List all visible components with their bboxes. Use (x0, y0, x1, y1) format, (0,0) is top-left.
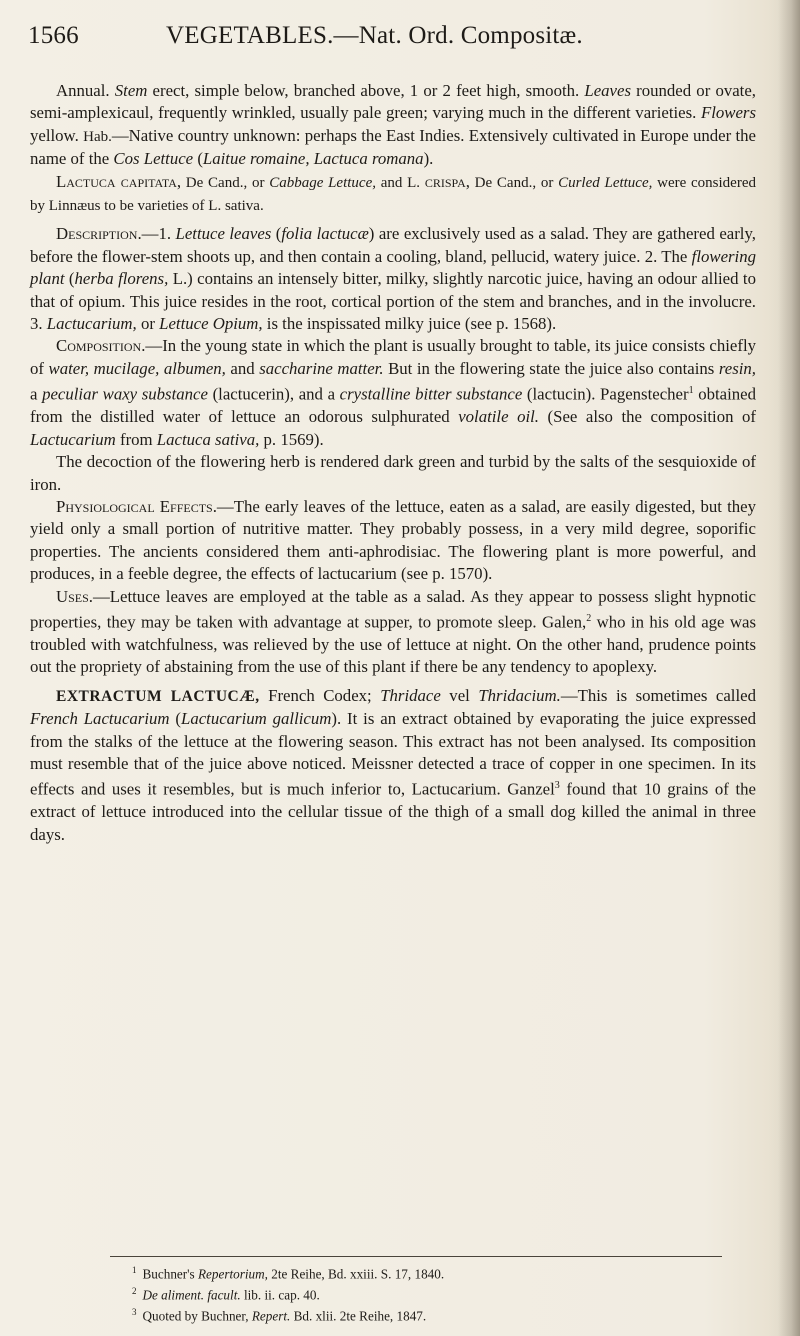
footnote-ref: 3 (132, 1306, 137, 1317)
text-run: But in the flowering state the juice also contains (383, 358, 719, 378)
text-run: peculiar waxy substance (42, 384, 208, 404)
running-title: VEGETABLES.—Nat. Ord. Compositæ. (166, 22, 583, 49)
text-run: found that 10 grains of the extract of lettuce introduced into the cellular tissue of the thigh of a small dog killed the animal in three days. (30, 779, 756, 844)
text-run: —The early leaves of the lettuce, eaten as a salad, are easily digested, but they yield only a small portion of nutritive matter. They probably possess, in a very mild degree, soporific properties. The ancients considered them anti-aphrodisiac. The flowering plant is more powerful, and produces, in a feeble degree, the effects of lactucarium (see p. 1570). (30, 496, 756, 584)
text-run: Lettuce leaves (175, 224, 272, 244)
text-run: Lactucarium (30, 429, 116, 449)
text-run: —This is sometimes called (560, 685, 756, 705)
text-run: who in his old age was troubled with watchfulness, was relieved by the use of lettuce at night. On the other hand, prudence points out the propriety of abstaining from the use of this plant if there be any tendency to apoplexy. (30, 612, 756, 677)
paragraph-composition (30, 335, 756, 451)
text-run: (lactucerin), and a (207, 384, 340, 404)
text-run: vel (440, 685, 479, 705)
text-run: folia lactucæ (281, 224, 369, 244)
running-header (28, 16, 748, 60)
text-run: Quoted by Buchner, (142, 1308, 252, 1324)
paragraph-description (30, 223, 756, 335)
footnote-1 (132, 1262, 732, 1283)
text-run: Lactuca sativa, (156, 429, 260, 449)
paragraph-extractum-lactucae (30, 685, 756, 846)
text-run: water, mucilage, albumen, (48, 358, 226, 378)
text-run: Uses. (56, 586, 93, 606)
text-run: ). (423, 149, 434, 169)
page-number: 1566 (28, 22, 79, 49)
footnote-divider (110, 1256, 722, 1257)
text-run: Repert. (251, 1308, 291, 1324)
text-run: The decoction of the flowering herb is rendered dark green and turbid by the salts of the sesquioxide of iron. (30, 452, 756, 494)
text-run: and L. (376, 174, 425, 191)
footnote-3 (132, 1304, 732, 1325)
text-run: Stem (114, 81, 148, 100)
text-run: De Cand., or (469, 174, 559, 191)
text-run: Laitue romaine, Lactuca romana (202, 149, 424, 169)
text-run: or (136, 314, 160, 334)
text-run: lib. ii. cap. 40. (240, 1287, 320, 1303)
text-run: crystalline bitter substance (339, 384, 523, 404)
text-run: Lettuce Opium, (159, 314, 263, 334)
text-run: Lactucarium gallicum (180, 709, 332, 729)
text-run: Cabbage Lettuce, (269, 174, 376, 191)
paragraph-varieties (30, 171, 756, 218)
text-run: ( (271, 224, 282, 244)
text-run: —In the young state in which the plant is usually brought to table, its juice consists chiefly of (30, 336, 756, 378)
text-run: p. 1569). (259, 429, 324, 449)
text-run: Curled Lettuce, (558, 174, 653, 191)
text-run: (lactucin). Pagenstecher (522, 384, 689, 404)
text-run: were considered by Linnæus to be varieties of L. sativa. (30, 174, 756, 215)
text-run: —Lettuce leaves are employed at the table as a salad. As they appear to possess slight hypnotic properties, they may be taken with advantage at supper, to promote sleep. Galen, (30, 586, 756, 632)
text-run: rounded or ovate, semi-amplexicaul, frequently wrinkled, usually pale green; varying much in the different varieties. (30, 81, 756, 123)
text-run: erect, simple below, branched above, 1 or 2 feet high, smooth. (147, 81, 585, 100)
text-run: Buchner's (142, 1266, 198, 1282)
footnote-ref: 2 (586, 612, 592, 624)
body-text (30, 80, 756, 846)
paragraph-physiological-effects (30, 496, 756, 586)
text-run: L.) contains an intensely bitter, milky, slightly narcotic juice, having an odour allied to that of opium. This juice resides in the root, cortical portion of the stem and branches, and in the involucre. 3. (30, 269, 756, 334)
text-run: resin, (718, 358, 756, 378)
text-run: herba florens, (74, 269, 169, 289)
footnote-2 (132, 1283, 732, 1304)
text-run: ( (64, 269, 75, 289)
text-run: obtained from the distilled water of lettuce an odorous sulphurated (30, 384, 756, 427)
paragraph-uses (30, 586, 756, 679)
text-run: French Codex; (259, 685, 381, 705)
text-run: Lactucarium, (46, 314, 137, 334)
footnote-ref: 1 (688, 385, 694, 397)
footnote-ref: 3 (554, 780, 560, 792)
text-run: flowering plant (30, 246, 756, 289)
text-run: ( (169, 709, 181, 729)
text-run: Cos Lettuce (113, 149, 194, 169)
text-run: —Native country unknown: perhaps the East Indies. Extensively cultivated in Europe under the name of the (30, 125, 756, 169)
text-run: EXTRACTUM LACTUCÆ, (56, 687, 260, 705)
text-run: volatile oil. (458, 407, 539, 427)
text-run: Bd. xlii. 2te Reihe, 1847. (290, 1308, 427, 1324)
text-run: Thridacium. (478, 685, 561, 705)
text-run: from (115, 429, 157, 449)
text-run: 2te Reihe, Bd. xxiii. S. 17, 1840. (267, 1266, 445, 1282)
footnote-ref: 2 (132, 1285, 137, 1296)
text-run: Lactuca capitata, (56, 171, 182, 191)
text-run: De aliment. facult. (142, 1287, 241, 1303)
footnotes (132, 1262, 732, 1325)
text-run: Description. (56, 224, 142, 244)
text-run: Thridace (380, 685, 441, 705)
text-run: saccharine matter. (259, 358, 384, 378)
text-run: Physiological Effects. (56, 496, 217, 516)
text-run: De Cand., or (181, 174, 270, 191)
text-run: (See also the composition of (539, 407, 756, 427)
text-run: and (225, 358, 260, 378)
text-run: Flowers (700, 103, 756, 123)
text-run: ) are exclusively used as a salad. They are gathered early, before the flower-stem shoots up, and then contain a cooling, bland, pellucid, watery juice. 2. The (30, 224, 756, 266)
footnote-ref: 1 (132, 1265, 137, 1275)
text-run: yellow. (30, 125, 84, 145)
paragraph-decoction (30, 451, 756, 496)
paragraph-description-annual (30, 80, 756, 171)
page-edge-shadow (778, 0, 800, 1336)
text-run: a (30, 384, 43, 404)
text-run: Repertorium, (197, 1266, 268, 1282)
text-run: Leaves (584, 81, 631, 100)
text-run: is the inspissated milky juice (see p. 1568). (262, 314, 557, 334)
text-run: —1. (141, 224, 176, 244)
text-run: crispa, (424, 171, 470, 191)
text-run: Annual. (56, 81, 115, 100)
text-run: Hab. (83, 128, 112, 145)
text-run: ( (193, 149, 203, 169)
text-run: Composition. (56, 336, 146, 356)
text-run: ). It is an extract obtained by evaporating the juice expressed from the stalks of the lettuce at the flowering season. This extract has not been analysed. Its composition must resemble that of the juice above noticed. Meissner detected a trace of copper in one specimen. In its effects and uses it resembles, but is much inferior to, Lactucarium. Ganzel (30, 709, 756, 799)
text-run: French Lactucarium (30, 709, 170, 729)
